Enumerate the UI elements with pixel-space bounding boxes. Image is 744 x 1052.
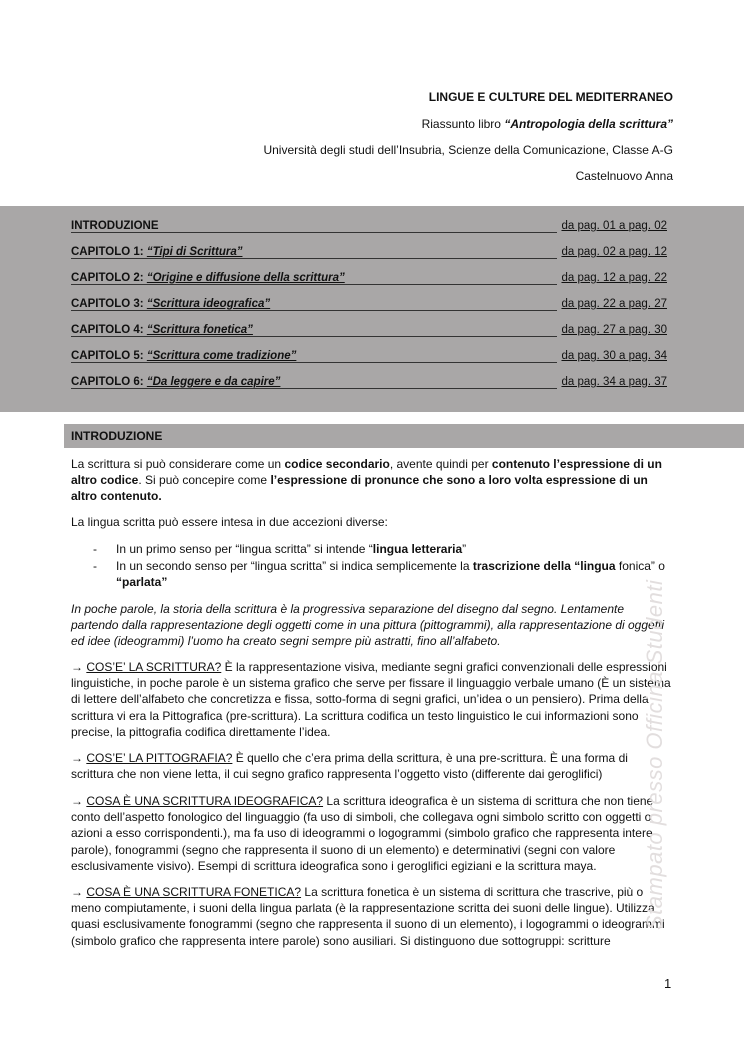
toc-row-capitolo-6[interactable] [71,376,667,390]
toc-pages: da pag. 27 a pag. 30 [561,324,667,336]
toc-row-capitolo-4[interactable] [71,324,667,338]
section-title: INTRODUZIONE [71,429,163,443]
definition-pittografia: → COS’E’ LA PITTOGRAFIA? È quello che c’era prima della scrittura, è una pre-scrittura. È una forma di scrittura che non viene letta, il cui segno grafico rappresenta l’oggetto visto (differente dai geroglifici) [71,751,628,782]
definition-ideografica: → COSA È UNA SCRITTURA IDEOGRAFICA? La scrittura ideografica è un sistema di scrittura che non tiene conto dell’aspetto fonologico del linguaggio (fa uso di simboli, che collegava ogni simbolo scritto con oggetti o azioni a esso corrispondenti.), ma fa uso di ideogrammi o logogrammi (simbolo grafico che rappresenta intere parole), fonogrammi (segno che rappresenta il suono di un elemento) e determinativi (segni con valore esclusivamente visivo). Esempi di scrittura ideografica sono i geroglifici egiziani e la scrittura maya. [71,794,654,873]
summary-prefix: Riassunto libro [421,117,505,131]
toc-label: INTRODUZIONE [71,220,159,232]
section-heading [64,424,744,448]
watermark: Stampato presso Officina Studenti [642,579,667,930]
toc-label: CAPITOLO 1: “Tipi di Scrittura” [71,246,243,258]
toc-row-capitolo-3[interactable] [71,298,667,312]
toc-label: CAPITOLO 3: “Scrittura ideografica” [71,298,271,310]
toc-pages: da pag. 01 a pag. 02 [561,220,667,232]
intro-paragraph: La scrittura si può considerare come un codice secondario, avente quindi per contenuto l’espressione di un altro codice. Si può concepire come l’espressione di pronunce che sono a loro volta espressione di un altro contenuto. [71,457,662,504]
summary-line [422,117,673,131]
page-number: 1 [664,976,672,991]
toc-row-capitolo-2[interactable] [71,272,667,286]
list-item: - In un secondo senso per “lingua scritta” si indica semplicemente la trascrizione della “lingua fonica” o “parlata” [93,559,665,590]
toc-leader [71,336,557,337]
toc-pages: da pag. 34 a pag. 37 [561,376,667,388]
table-of-contents [0,206,744,412]
toc-row-capitolo-1[interactable] [71,246,667,260]
toc-leader [71,310,557,311]
summary-paragraph: In poche parole, la storia della scrittura è la progressiva separazione del disegno dal segno. Lentamente partendo dalla rappresentazione degli oggetti come in una pittura (pittogrammi), alla rappresentazione di oggetti ed idee (ideogrammi) l’uomo ha creato segni sempre più astratti, fino all’alfabeto. [71,602,665,649]
toc-row-capitolo-5[interactable] [71,350,667,364]
toc-label: CAPITOLO 5: “Scrittura come tradizione” [71,350,297,362]
toc-pages: da pag. 12 a pag. 22 [561,272,667,284]
toc-leader [71,258,557,259]
toc-label: CAPITOLO 2: “Origine e diffusione della scrittura” [71,272,345,284]
definition-fonetica: → COSA È UNA SCRITTURA FONETICA? La scrittura fonetica è un sistema di scrittura che trascrive, più o meno compiutamente, i suoni della lingua parlata (è la rappresentazione scritta dei suoni delle lingue). Utilizza quasi esclusivamente fonogrammi (segno che rappresenta il suono di un elemento), i logogrammi o ideogrammi (simbolo grafico che rappresenta intere parole) sono ausiliari. Si distinguono due sottogruppi: scritture [71,885,665,948]
question-heading: COS’E’ LA SCRITTURA? [86,660,222,674]
list-item: - In un primo senso per “lingua scritta” si intende “lingua letteraria” [93,542,467,556]
toc-pages: da pag. 30 a pag. 34 [561,350,667,362]
toc-leader [71,284,557,285]
question-heading: COSA È UNA SCRITTURA IDEOGRAFICA? [86,794,324,808]
definition-scrittura: → COS’E’ LA SCRITTURA? È la rappresentazione visiva, mediante segni grafici convenzionali delle espressioni linguistiche, in poche parole è un sistema grafico che serve per fissare il linguaggio verbale umano (È un sistema di lettere dell’alfabeto che concretizza e fissa, sotto-forma di segni grafici, un’idea o un pensiero). Prima della scrittura vi era la Pittografica (pre-scrittura). La scrittura codifica un testo linguistico le cui informazioni sono precise, la pittografia codifica direttamente l’idea. [71,660,671,739]
accezioni-paragraph: La lingua scritta può essere intesa in due accezioni diverse: [71,515,388,529]
book-title: “Antropologia della scrittura” [504,117,673,131]
toc-label: CAPITOLO 6: “Da leggere e da capire” [71,376,281,388]
toc-pages: da pag. 02 a pag. 12 [561,246,667,258]
toc-leader [71,232,557,233]
toc-label: CAPITOLO 4: “Scrittura fonetica” [71,324,253,336]
toc-leader [71,388,557,389]
toc-pages: da pag. 22 a pag. 27 [561,298,667,310]
author-name: Castelnuovo Anna [575,169,673,183]
toc-leader [71,362,557,363]
university-line: Università degli studi dell’Insubria, Scienze della Comunicazione, Classe A-G [263,143,673,157]
toc-row-introduzione[interactable] [71,220,667,234]
question-heading: COS’E’ LA PITTOGRAFIA? [86,751,233,765]
course-title: LINGUE E CULTURE DEL MEDITERRANEO [428,90,673,104]
question-heading: COSA È UNA SCRITTURA FONETICA? [86,885,302,899]
